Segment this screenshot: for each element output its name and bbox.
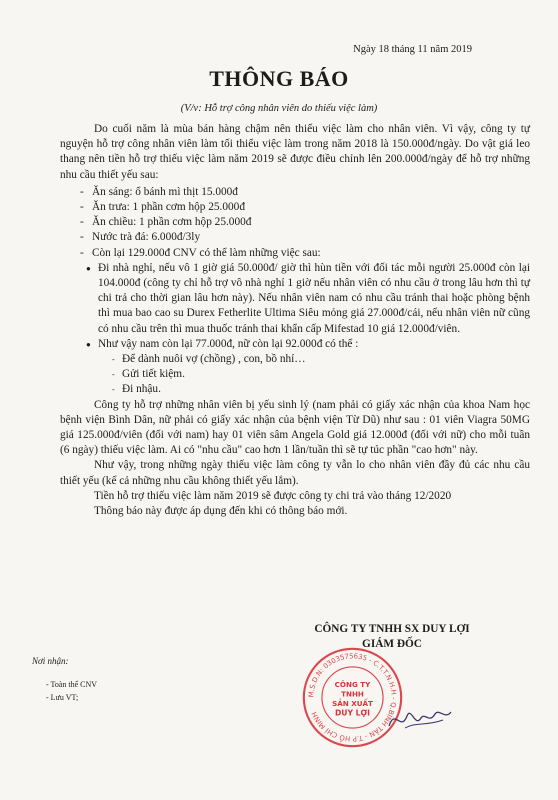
document-title: THÔNG BÁO [209, 66, 349, 91]
paragraph-commitment: Như vậy, trong những ngày thiếu việc làm công ty vẫn lo cho nhân viên đầy đủ các nhu cầu thiết yếu (kể cả những nhu cầu không thiết yếu lắm). [60, 459, 530, 487]
sub-item: - Gửi tiết kiệm. [112, 367, 530, 382]
bullet-list [60, 261, 530, 398]
sub-item: - Để dành nuôi vợ (chồng) , con, bồ nhí… [112, 352, 530, 367]
recipients-header: Nơi nhận: [32, 656, 69, 666]
signer-title: GIÁM ĐỐC [362, 638, 422, 650]
bullet-item [86, 337, 530, 398]
paragraph-support: Công ty hỗ trợ những nhân viên bị yếu sinh lý (nam phải có giấy xác nhận của khoa Nam học bệnh viện Bình Dân, nữ phải có giấy xác nhận của bệnh viện Từ Dũ) như sau : 01 viên Viagra 50MG giá 125.000đ/viên (đối với nam) hay 01 viên sâm Angela Gold giá 12.000đ (đối với nữ) cho mỗi tuần (6 ngày) thiếu việc làm. Ai có "nhu cầu" cao hơn 1 lần/tuần thì sẽ tự túc phần "cao hơn" này. [60, 398, 530, 457]
stamp-line: CÔNG TY [334, 680, 371, 689]
document-date: Ngày 18 tháng 11 năm 2019 [353, 44, 472, 55]
stamp-line: SẢN XUẤT [332, 699, 373, 709]
sub-item: - Đi nhậu. [112, 382, 530, 397]
recipient-item: - Lưu VT; [46, 693, 79, 702]
stamp-line: TNHH [341, 689, 364, 699]
paragraph-payment: Tiền hỗ trợ thiếu việc làm năm 2019 sẽ được công ty chi trả vào tháng 12/2020 [94, 489, 452, 502]
stamp-line: DUY LỢI [334, 708, 371, 718]
signature-scribble [385, 698, 455, 738]
recipients-block [32, 656, 97, 704]
document-body [60, 122, 530, 519]
expense-list [60, 185, 530, 261]
list-item: - Ăn trưa: 1 phần cơm hộp 25.000đ [80, 200, 530, 215]
bullet-item: ● Đi nhà nghỉ, nếu vô 1 giờ giá 50.000đ/ giờ thì hùn tiền với đối tác mỗi người 25.000đ còn lại 104.000đ (công ty chỉ hỗ trợ vô nhà nghỉ 1 giờ nếu nhân viên có nhu cầu ở trong lâu hơn thì tự chi trả cho thời gian lâu hơn này). Nếu nhân viên nam có nhu cầu tránh thai hoặc phòng bệnh thì mua bao cao su Durex Fetherlite Ultima Siêu mỏng giá 27.000đ/cái, nếu nhân viên nữ cũng có nhu cầu trên thì mua thuốc tránh thai khẩn cấp Mifestad 10 giá 12.000đ/viên. [86, 261, 530, 337]
list-item: - Ăn sáng: ổ bánh mì thịt 15.000đ [80, 185, 530, 200]
sub-list [98, 352, 530, 398]
recipient-item: - Toàn thể CNV [46, 680, 98, 689]
document-subject: (V/v: Hỗ trợ công nhân viên do thiếu việc làm) [180, 103, 378, 114]
paragraph-validity: Thông báo này được áp dụng đến khi có thông báo mới. [94, 505, 348, 518]
company-name: CÔNG TY TNHH SX DUY LỢI [314, 623, 470, 635]
bullet-item-text: Như vậy nam còn lại 77.000đ, nữ còn lại 92.000đ có thể : [98, 337, 359, 350]
list-item: - Nước trà đá: 6.000đ/3ly [80, 230, 530, 245]
list-item: - Ăn chiều: 1 phần cơm hộp 25.000đ [80, 215, 530, 230]
list-item: - Còn lại 129.000đ CNV có thể làm những việc sau: [80, 246, 530, 261]
paragraph-intro: Do cuối năm là mùa bán hàng chậm nên thiếu việc làm cho nhân viên. Vì vậy, công ty tự nguyện hỗ trợ công nhân viên làm tối thiểu việc làm trong năm 2018 là 150.000đ/ngày. Do vật giá leo thang nên tiền hỗ trợ thiếu việc làm năm 2019 sẽ được điều chỉnh lên 200.000đ/ngày để hỗ trợ những nhu cầu thiết yếu sau: [60, 123, 530, 181]
stamp-ring-text: M.S.D.N: 0303575635 - C.T.T.N.H.H - Q.BÌNH TÂN - T.P HỒ CHÍ MINH [307, 652, 398, 743]
